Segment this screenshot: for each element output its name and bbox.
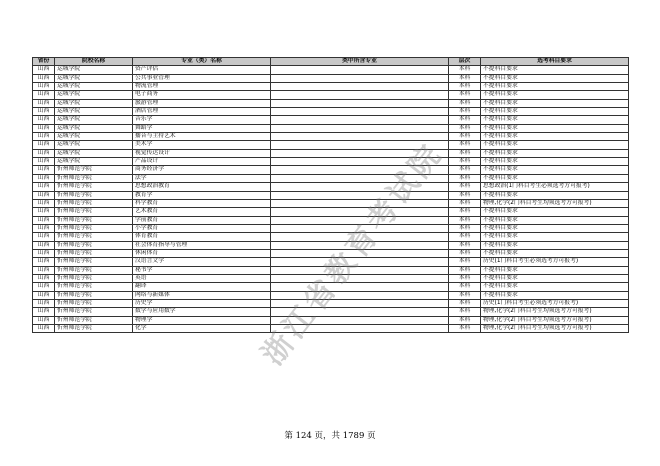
- cell-subject-requirement: 不提科目要求: [481, 166, 629, 174]
- table-row: [33, 325, 629, 333]
- table-row: [33, 149, 629, 157]
- cell-major: 公共事业管理: [133, 74, 271, 82]
- cell-included-majors: [271, 116, 449, 124]
- table-row: [33, 241, 629, 249]
- cell-major: 学前教育: [133, 216, 271, 224]
- cell-major: 电子商务: [133, 91, 271, 99]
- cell-major: 视觉传达设计: [133, 149, 271, 157]
- header-subject-requirement: 选考科目要求: [481, 58, 629, 66]
- cell-level: 本科: [449, 174, 481, 182]
- cell-school: 忻州师范学院: [55, 299, 133, 307]
- table-row: [33, 91, 629, 99]
- cell-major: 休闲体育: [133, 249, 271, 257]
- cell-province: 山西: [33, 283, 55, 291]
- cell-major: 科学教育: [133, 199, 271, 207]
- cell-included-majors: [271, 241, 449, 249]
- cell-school: 忻州师范学院: [55, 208, 133, 216]
- cell-province: 山西: [33, 108, 55, 116]
- cell-level: 本科: [449, 133, 481, 141]
- table-row: [33, 66, 629, 74]
- cell-included-majors: [271, 208, 449, 216]
- cell-level: 本科: [449, 291, 481, 299]
- cell-level: 本科: [449, 224, 481, 232]
- cell-subject-requirement: 不提科目要求: [481, 291, 629, 299]
- cell-province: 山西: [33, 158, 55, 166]
- cell-major: 网络与新媒体: [133, 291, 271, 299]
- requirements-table: [32, 57, 629, 333]
- cell-school: 运城学院: [55, 116, 133, 124]
- cell-subject-requirement: 不提科目要求: [481, 74, 629, 82]
- header-major: 专业（类）名称: [133, 58, 271, 66]
- table-row: [33, 158, 629, 166]
- cell-subject-requirement: 不提科目要求: [481, 274, 629, 282]
- cell-included-majors: [271, 258, 449, 266]
- cell-level: 本科: [449, 99, 481, 107]
- cell-province: 山西: [33, 258, 55, 266]
- cell-province: 山西: [33, 141, 55, 149]
- table-row: [33, 108, 629, 116]
- cell-major: 艺术教育: [133, 208, 271, 216]
- cell-level: 本科: [449, 266, 481, 274]
- cell-province: 山西: [33, 299, 55, 307]
- cell-subject-requirement: 历史(1门科目考生必须选考方可报考): [481, 299, 629, 307]
- cell-level: 本科: [449, 208, 481, 216]
- cell-level: 本科: [449, 74, 481, 82]
- table-row: [33, 116, 629, 124]
- table-row: [33, 258, 629, 266]
- cell-school: 运城学院: [55, 149, 133, 157]
- cell-province: 山西: [33, 224, 55, 232]
- cell-major: 英语: [133, 274, 271, 282]
- table-row: [33, 216, 629, 224]
- cell-major: 播音与主持艺术: [133, 133, 271, 141]
- cell-level: 本科: [449, 183, 481, 191]
- cell-school: 忻州师范学院: [55, 216, 133, 224]
- cell-included-majors: [271, 308, 449, 316]
- header-level: 层次: [449, 58, 481, 66]
- cell-major: 汉语言文学: [133, 258, 271, 266]
- table-row: [33, 266, 629, 274]
- cell-major: 酒店管理: [133, 108, 271, 116]
- cell-level: 本科: [449, 149, 481, 157]
- cell-included-majors: [271, 74, 449, 82]
- header-included-majors: 类中所含专业: [271, 58, 449, 66]
- cell-major: 教育学: [133, 191, 271, 199]
- cell-subject-requirement: 不提科目要求: [481, 208, 629, 216]
- header-province: 省份: [33, 58, 55, 66]
- cell-province: 山西: [33, 216, 55, 224]
- cell-school: 运城学院: [55, 74, 133, 82]
- cell-major: 化学: [133, 325, 271, 333]
- table-row: [33, 199, 629, 207]
- cell-province: 山西: [33, 166, 55, 174]
- cell-province: 山西: [33, 291, 55, 299]
- table-row: [33, 191, 629, 199]
- cell-major: 翻译: [133, 283, 271, 291]
- cell-subject-requirement: 不提科目要求: [481, 124, 629, 132]
- cell-school: 运城学院: [55, 124, 133, 132]
- cell-subject-requirement: 历史(1门科目考生必须选考方可报考): [481, 258, 629, 266]
- cell-province: 山西: [33, 174, 55, 182]
- cell-included-majors: [271, 149, 449, 157]
- cell-major: 数学与应用数学: [133, 308, 271, 316]
- cell-province: 山西: [33, 233, 55, 241]
- table-row: [33, 141, 629, 149]
- cell-province: 山西: [33, 83, 55, 91]
- cell-included-majors: [271, 249, 449, 257]
- cell-province: 山西: [33, 266, 55, 274]
- cell-province: 山西: [33, 308, 55, 316]
- cell-subject-requirement: 不提科目要求: [481, 108, 629, 116]
- cell-level: 本科: [449, 166, 481, 174]
- cell-included-majors: [271, 108, 449, 116]
- cell-included-majors: [271, 91, 449, 99]
- cell-included-majors: [271, 66, 449, 74]
- cell-included-majors: [271, 316, 449, 324]
- cell-province: 山西: [33, 133, 55, 141]
- cell-province: 山西: [33, 191, 55, 199]
- table-row: [33, 74, 629, 82]
- cell-major: 资产评估: [133, 66, 271, 74]
- cell-level: 本科: [449, 216, 481, 224]
- cell-major: 物理学: [133, 316, 271, 324]
- table-row: [33, 83, 629, 91]
- cell-included-majors: [271, 158, 449, 166]
- cell-included-majors: [271, 291, 449, 299]
- cell-school: 忻州师范学院: [55, 308, 133, 316]
- cell-province: 山西: [33, 74, 55, 82]
- cell-subject-requirement: 不提科目要求: [481, 283, 629, 291]
- cell-province: 山西: [33, 208, 55, 216]
- cell-school: 忻州师范学院: [55, 183, 133, 191]
- cell-school: 运城学院: [55, 66, 133, 74]
- cell-major: 产品设计: [133, 158, 271, 166]
- cell-major: 旅游管理: [133, 99, 271, 107]
- cell-major: 历史学: [133, 299, 271, 307]
- cell-major: 音乐学: [133, 116, 271, 124]
- cell-school: 忻州师范学院: [55, 174, 133, 182]
- cell-included-majors: [271, 266, 449, 274]
- cell-school: 忻州师范学院: [55, 233, 133, 241]
- cell-school: 运城学院: [55, 133, 133, 141]
- cell-included-majors: [271, 183, 449, 191]
- cell-province: 山西: [33, 249, 55, 257]
- cell-school: 忻州师范学院: [55, 258, 133, 266]
- cell-level: 本科: [449, 241, 481, 249]
- cell-subject-requirement: 物理,化学(2门科目考生均须选考方可报考): [481, 199, 629, 207]
- cell-subject-requirement: 不提科目要求: [481, 224, 629, 232]
- cell-province: 山西: [33, 149, 55, 157]
- table-header-row: [33, 58, 629, 66]
- cell-included-majors: [271, 174, 449, 182]
- cell-school: 忻州师范学院: [55, 199, 133, 207]
- table-body: [33, 66, 629, 333]
- cell-subject-requirement: 不提科目要求: [481, 233, 629, 241]
- cell-school: 忻州师范学院: [55, 224, 133, 232]
- cell-province: 山西: [33, 124, 55, 132]
- table-row: [33, 174, 629, 182]
- cell-subject-requirement: 不提科目要求: [481, 266, 629, 274]
- cell-subject-requirement: 不提科目要求: [481, 249, 629, 257]
- page-number-footer: 第 124 页，共 1789 页: [284, 431, 376, 441]
- cell-included-majors: [271, 124, 449, 132]
- cell-major: 物流管理: [133, 83, 271, 91]
- table-row: [33, 283, 629, 291]
- cell-school: 忻州师范学院: [55, 291, 133, 299]
- cell-level: 本科: [449, 325, 481, 333]
- cell-included-majors: [271, 133, 449, 141]
- table-row: [33, 183, 629, 191]
- cell-level: 本科: [449, 316, 481, 324]
- cell-subject-requirement: 不提科目要求: [481, 133, 629, 141]
- cell-level: 本科: [449, 274, 481, 282]
- cell-school: 忻州师范学院: [55, 241, 133, 249]
- cell-subject-requirement: 不提科目要求: [481, 91, 629, 99]
- cell-province: 山西: [33, 316, 55, 324]
- cell-level: 本科: [449, 233, 481, 241]
- cell-subject-requirement: 不提科目要求: [481, 174, 629, 182]
- cell-school: 忻州师范学院: [55, 166, 133, 174]
- cell-school: 忻州师范学院: [55, 191, 133, 199]
- cell-subject-requirement: 不提科目要求: [481, 149, 629, 157]
- cell-school: 运城学院: [55, 108, 133, 116]
- cell-level: 本科: [449, 191, 481, 199]
- cell-level: 本科: [449, 258, 481, 266]
- cell-level: 本科: [449, 91, 481, 99]
- cell-school: 运城学院: [55, 158, 133, 166]
- cell-major: 秘书学: [133, 266, 271, 274]
- cell-province: 山西: [33, 325, 55, 333]
- cell-school: 忻州师范学院: [55, 325, 133, 333]
- table-row: [33, 99, 629, 107]
- cell-province: 山西: [33, 241, 55, 249]
- cell-subject-requirement: 不提科目要求: [481, 191, 629, 199]
- watermark: 浙江省教育考试院: [255, 136, 451, 373]
- cell-included-majors: [271, 299, 449, 307]
- cell-level: 本科: [449, 66, 481, 74]
- table-row: [33, 308, 629, 316]
- cell-major: 小学教育: [133, 224, 271, 232]
- cell-included-majors: [271, 83, 449, 91]
- cell-major: 社会体育指导与管理: [133, 241, 271, 249]
- cell-subject-requirement: 不提科目要求: [481, 116, 629, 124]
- cell-level: 本科: [449, 299, 481, 307]
- cell-major: 商务经济学: [133, 166, 271, 174]
- cell-included-majors: [271, 99, 449, 107]
- cell-major: 舞蹈学: [133, 124, 271, 132]
- cell-level: 本科: [449, 124, 481, 132]
- cell-province: 山西: [33, 91, 55, 99]
- cell-subject-requirement: 物理,化学(2门科目考生均须选考方可报考): [481, 308, 629, 316]
- cell-province: 山西: [33, 116, 55, 124]
- cell-subject-requirement: 物理,化学(2门科目考生均须选考方可报考): [481, 325, 629, 333]
- cell-school: 运城学院: [55, 141, 133, 149]
- cell-school: 运城学院: [55, 99, 133, 107]
- table-row: [33, 316, 629, 324]
- cell-included-majors: [271, 325, 449, 333]
- cell-subject-requirement: 思想政治(1门科目考生必须选考方可报考): [481, 183, 629, 191]
- cell-major: 法学: [133, 174, 271, 182]
- cell-included-majors: [271, 224, 449, 232]
- cell-included-majors: [271, 191, 449, 199]
- cell-subject-requirement: 不提科目要求: [481, 66, 629, 74]
- cell-province: 山西: [33, 66, 55, 74]
- cell-major: 体育教育: [133, 233, 271, 241]
- table-row: [33, 291, 629, 299]
- cell-included-majors: [271, 166, 449, 174]
- cell-level: 本科: [449, 108, 481, 116]
- cell-subject-requirement: 不提科目要求: [481, 83, 629, 91]
- cell-subject-requirement: 物理,化学(2门科目考生均须选考方可报考): [481, 316, 629, 324]
- cell-province: 山西: [33, 199, 55, 207]
- cell-included-majors: [271, 141, 449, 149]
- cell-level: 本科: [449, 83, 481, 91]
- header-school: 院校名称: [55, 58, 133, 66]
- cell-level: 本科: [449, 199, 481, 207]
- table-row: [33, 249, 629, 257]
- table-row: [33, 274, 629, 282]
- cell-included-majors: [271, 274, 449, 282]
- cell-province: 山西: [33, 99, 55, 107]
- cell-included-majors: [271, 233, 449, 241]
- cell-school: 忻州师范学院: [55, 249, 133, 257]
- cell-level: 本科: [449, 308, 481, 316]
- cell-major: 美术学: [133, 141, 271, 149]
- cell-included-majors: [271, 216, 449, 224]
- cell-subject-requirement: 不提科目要求: [481, 141, 629, 149]
- cell-school: 忻州师范学院: [55, 283, 133, 291]
- cell-level: 本科: [449, 141, 481, 149]
- cell-subject-requirement: 不提科目要求: [481, 216, 629, 224]
- cell-school: 运城学院: [55, 91, 133, 99]
- cell-major: 思想政治教育: [133, 183, 271, 191]
- cell-level: 本科: [449, 249, 481, 257]
- table-row: [33, 133, 629, 141]
- table-row: [33, 166, 629, 174]
- table-row: [33, 208, 629, 216]
- cell-level: 本科: [449, 283, 481, 291]
- cell-school: 忻州师范学院: [55, 316, 133, 324]
- cell-school: 忻州师范学院: [55, 274, 133, 282]
- cell-level: 本科: [449, 158, 481, 166]
- cell-school: 忻州师范学院: [55, 266, 133, 274]
- cell-province: 山西: [33, 183, 55, 191]
- cell-included-majors: [271, 199, 449, 207]
- cell-subject-requirement: 不提科目要求: [481, 241, 629, 249]
- table-row: [33, 299, 629, 307]
- cell-province: 山西: [33, 274, 55, 282]
- table-row: [33, 224, 629, 232]
- cell-subject-requirement: 不提科目要求: [481, 158, 629, 166]
- cell-subject-requirement: 不提科目要求: [481, 99, 629, 107]
- table-row: [33, 233, 629, 241]
- cell-school: 运城学院: [55, 83, 133, 91]
- table-row: [33, 124, 629, 132]
- cell-included-majors: [271, 283, 449, 291]
- cell-level: 本科: [449, 116, 481, 124]
